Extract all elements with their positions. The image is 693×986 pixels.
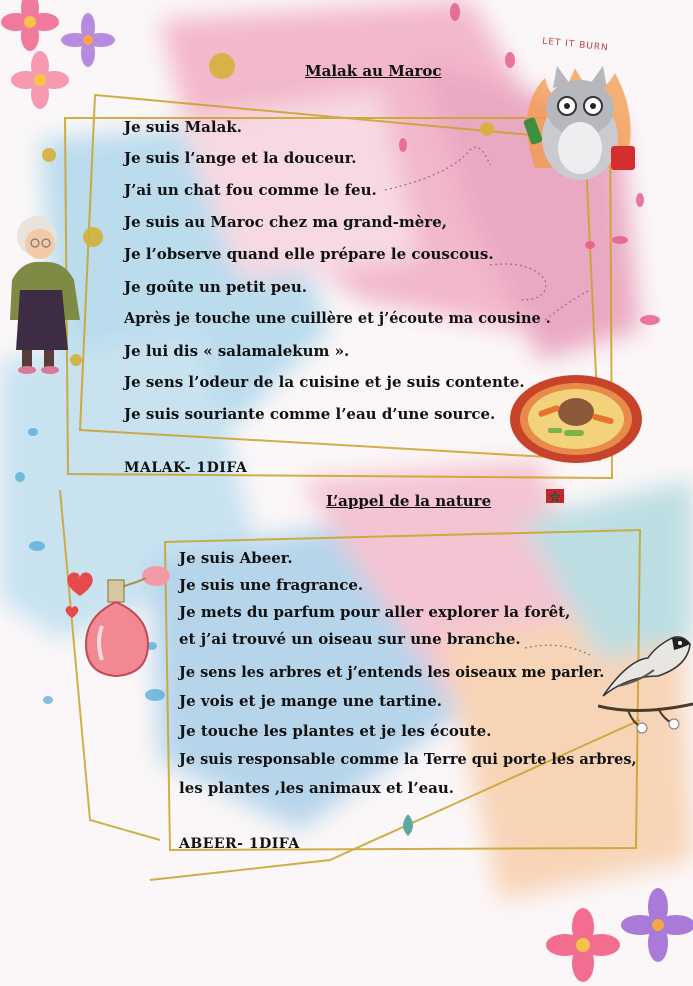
poem1-line: Après je touche une cuillère et j’écoute ma cousine . xyxy=(124,310,551,327)
poem2-line: Je suis une fragrance. xyxy=(179,576,364,594)
poem2-line: les plantes ,les animaux et l’eau. xyxy=(179,779,454,797)
flower-icon xyxy=(0,0,130,120)
bird-icon xyxy=(598,626,693,736)
flower-icon xyxy=(538,880,693,986)
couscous-plate-icon xyxy=(508,372,644,466)
leaf-icon xyxy=(398,812,418,838)
cat-caption: LET IT BURN xyxy=(541,36,610,54)
poem1-line: Je sens l’odeur de la cuisine et je suis contente. xyxy=(124,373,525,391)
poem1-signature: MALAK- 1DIFA xyxy=(124,460,248,476)
poem1-line: Je lui dis « salamalekum ». xyxy=(124,342,350,360)
poem2-line: Je mets du parfum pour aller explorer la forêt, xyxy=(179,603,571,621)
poem2-line: Je vois et je mange une tartine. xyxy=(179,692,443,710)
poem1-title: Malak au Maroc xyxy=(305,62,442,80)
poem2-line: Je suis Abeer. xyxy=(179,549,293,567)
cat-icon xyxy=(515,48,645,188)
grandmother-icon xyxy=(2,210,84,375)
poem1-line: Je suis souriante comme l’eau d’une source. xyxy=(124,405,496,423)
poem1-line: Je l’observe quand elle prépare le couscous. xyxy=(124,245,494,263)
poem2-signature: ABEER- 1DIFA xyxy=(179,836,300,852)
poem1-line: J’ai un chat fou comme le feu. xyxy=(124,181,377,199)
poem1-line: Je suis l’ange et la douceur. xyxy=(124,149,357,167)
poem1-line: Je goûte un petit peu. xyxy=(124,278,307,296)
moroccan-flag-icon xyxy=(546,489,564,503)
poem2-line: Je suis responsable comme la Terre qui porte les arbres, xyxy=(179,751,637,768)
poem2-title: L’appel de la nature xyxy=(326,492,492,510)
poem2-line: Je touche les plantes et je les écoute. xyxy=(179,722,492,740)
poem2-line: Je sens les arbres et j’entends les oiseaux me parler. xyxy=(179,664,605,681)
perfume-bottle-icon xyxy=(78,562,173,682)
poem1-line: Je suis Malak. xyxy=(124,118,242,136)
poem2-line: et j’ai trouvé un oiseau sur une branche. xyxy=(179,630,521,648)
poem1-line: Je suis au Maroc chez ma grand-mère, xyxy=(124,213,447,231)
